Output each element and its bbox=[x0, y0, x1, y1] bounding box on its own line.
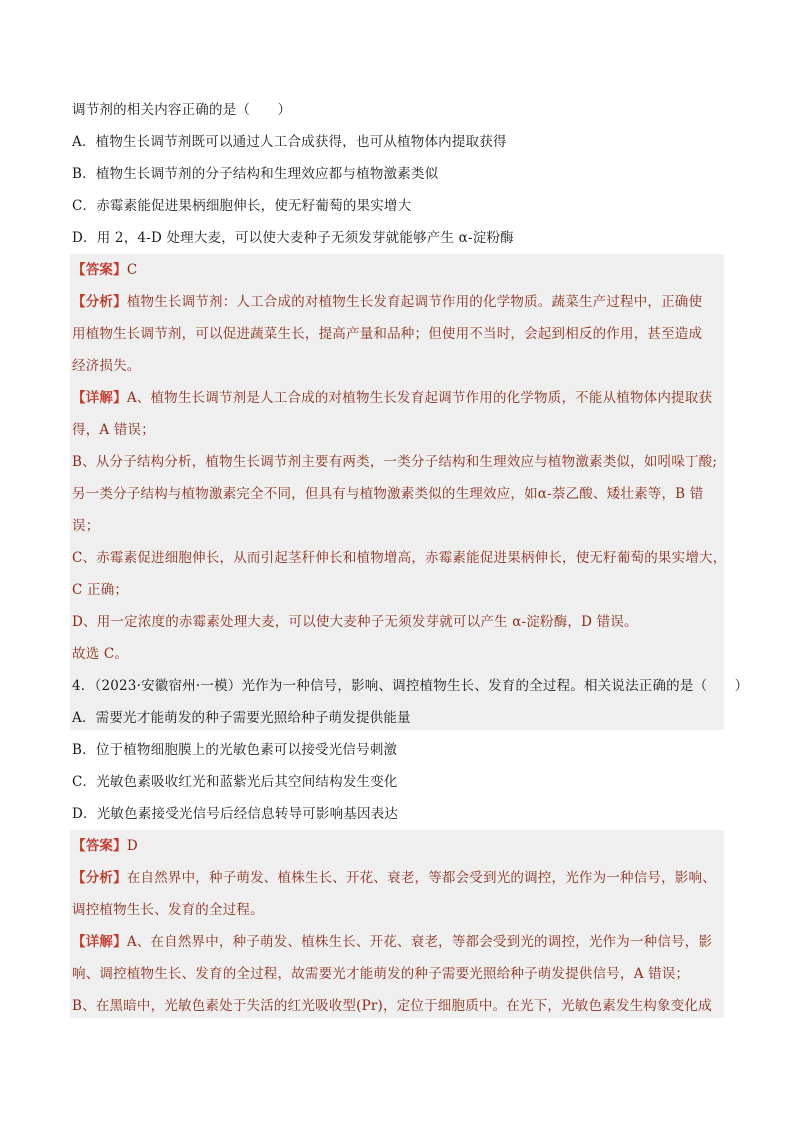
q4-option-b: B．位于植物细胞膜上的光敏色素可以接受光信号刺激 bbox=[72, 742, 398, 758]
analysis-line-2: 用植物生长调节剂，可以促进蔬菜生长，提高产量和品种；但使用不当时，会起到相反的作用，甚至造成 bbox=[72, 326, 703, 342]
option-b: B．植物生长调节剂的分子结构和生理效应都与植物激素类似 bbox=[72, 166, 439, 182]
q4-analysis-tag: 【分析】 bbox=[72, 870, 127, 886]
q4-analysis-line-2: 调控植物生长、发育的全过程。 bbox=[72, 902, 264, 918]
option-c: C．赤霉素能促进果柄细胞伸长，使无籽葡萄的果实增大 bbox=[72, 198, 412, 214]
detail-line-7: C 正确； bbox=[72, 582, 129, 598]
q4-option-c: C．光敏色素吸收红光和蓝紫光后其空间结构发生变化 bbox=[72, 774, 398, 790]
q4-solution-background bbox=[70, 830, 724, 1018]
q4-answer-line bbox=[72, 836, 138, 856]
q4-detail-tag: 【详解】 bbox=[72, 934, 127, 950]
detail-tag: 【详解】 bbox=[72, 390, 127, 406]
q4-detail-line-1: 【详解】A、在自然界中，种子萌发、植株生长、开花、衰老，等都会受到光的调控，光作为一种信号，影 bbox=[72, 934, 713, 950]
detail-line-8: D、用一定浓度的赤霉素处理大麦，可以使大麦种子无须发芽就可以产生 α-淀粉酶，D 错误。 bbox=[72, 614, 638, 630]
q4-option-d: D．光敏色素接受光信号后经信息转导可影响基因表达 bbox=[72, 806, 399, 822]
detail-line-2: 得，A 错误； bbox=[72, 422, 155, 438]
q4-answer-tag: 【答案】 bbox=[72, 838, 127, 854]
detail-line-6: C、赤霉素促进细胞伸长，从而引起茎秆伸长和植物增高，赤霉素能促进果柄伸长，使无籽葡萄的果实增大， bbox=[72, 550, 727, 566]
q4-detail-line-3: B、在黑暗中，光敏色素处于失活的红光吸收型(Pr)，定位于细胞质中。在光下，光敏色素发生构象变化成 bbox=[72, 998, 712, 1014]
analysis-line-3: 经济损失。 bbox=[72, 358, 141, 374]
analysis-tag: 【分析】 bbox=[72, 294, 127, 310]
answer-line bbox=[72, 260, 137, 280]
q4-option-a: A．需要光才能萌发的种子需要光照给种子萌发提供能量 bbox=[72, 710, 411, 726]
option-d: D．用 2，4-D 处理大麦，可以使大麦种子无须发芽就能够产生 α-淀粉酶 bbox=[72, 230, 514, 246]
option-a: A．植物生长调节剂既可以通过人工合成获得，也可从植物体内提取获得 bbox=[72, 134, 507, 150]
q4-answer-value: D bbox=[126, 838, 138, 854]
q4-detail-line-2: 响、调控植物生长、发育的全过程，故需要光才能萌发的种子需要光照给种子萌发提供信号，A 错误； bbox=[72, 966, 690, 982]
detail-line-1: 【详解】A、植物生长调节剂是人工合成的对植物生长发育起调节作用的化学物质，不能从植物体内提取获 bbox=[72, 390, 713, 406]
detail-line-3: B、从分子结构分析，植物生长调节剂主要有两类，一类分子结构和生理效应与植物激素类似，如吲哚丁酸; bbox=[72, 454, 718, 470]
detail-line-5: 误； bbox=[72, 518, 100, 534]
detail-line-4: 另一类分子结构与植物激素完全不同，但具有与植物激素类似的生理效应，如α-萘乙酸、矮壮素等，B 错 bbox=[72, 486, 704, 502]
answer-tag: 【答案】 bbox=[72, 262, 127, 278]
question-4-stem: 4．（2023·安徽宿州·一模）光作为一种信号，影响、调控植物生长、发育的全过程。相关说法正确的是（ ） bbox=[72, 678, 749, 694]
detail-line-9: 故选 C。 bbox=[72, 646, 129, 662]
question-stem: 调节剂的相关内容正确的是（ ） bbox=[72, 102, 292, 118]
q4-analysis-line-1: 【分析】在自然界中，种子萌发、植株生长、开花、衰老，等都会受到光的调控，光作为一种信号，影响、 bbox=[72, 870, 716, 886]
analysis-line-1: 【分析】植物生长调节剂：人工合成的对植物生长发育起调节作用的化学物质。蔬菜生产过程中，正确使 bbox=[72, 294, 703, 310]
answer-value: C bbox=[126, 262, 138, 278]
